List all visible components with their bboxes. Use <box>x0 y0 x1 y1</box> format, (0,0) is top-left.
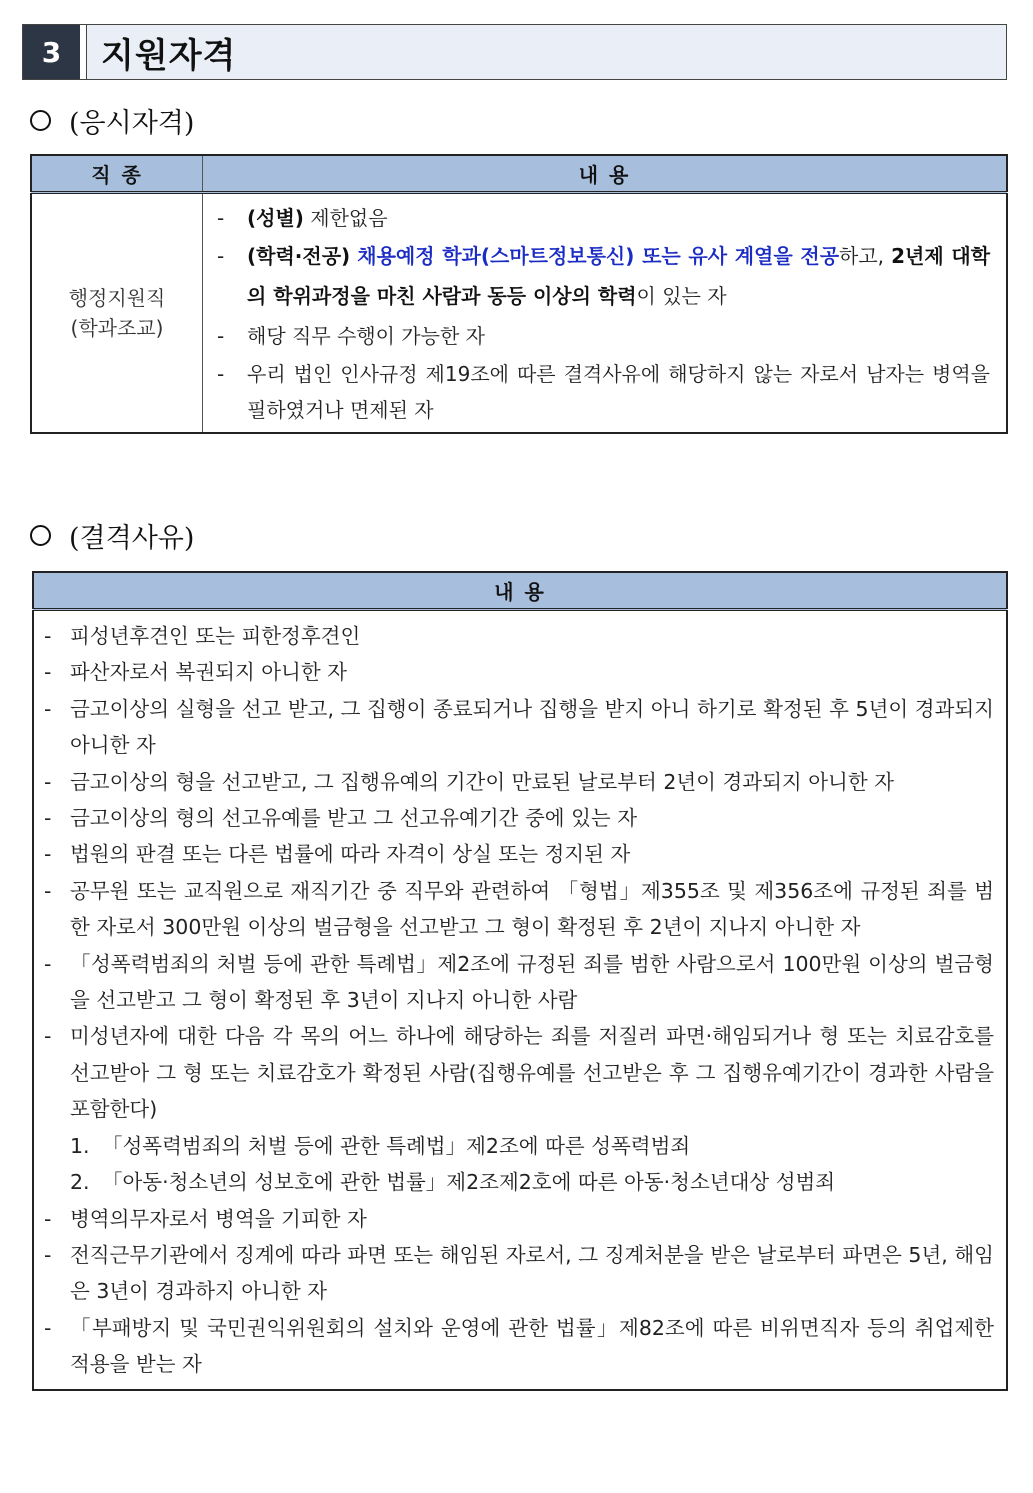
section-number: 3 <box>23 25 80 79</box>
job-type-name: 행정지원직 <box>68 286 166 310</box>
list-item <box>44 764 994 800</box>
education-level: 2년제 대학의 학위과정을 마친 사람과 동등 이상의 학력 <box>247 244 991 308</box>
item-text: 금고이상의 형을 선고받고, 그 집행유예의 기간이 만료된 날로부터 2년이 경과되지 아니한 자 <box>70 769 894 794</box>
job-type-detail: (학과조교) <box>70 316 164 340</box>
item-text: 피성년후견인 또는 피한정후견인 <box>70 624 361 648</box>
education-tail: 이 있는 자 <box>636 284 727 308</box>
sub-item-text: 「성폭력범죄의 처벌 등에 관한 특례법」제2조에 따른 성폭력범죄 <box>102 1133 691 1158</box>
list-item <box>44 946 994 1019</box>
list-item <box>44 800 994 836</box>
dash-bullet: - <box>44 1024 52 1049</box>
header-content: 내 용 <box>203 155 1008 193</box>
list-item <box>44 1018 994 1127</box>
sub-item-text: 「아동·청소년의 성보호에 관한 법률」제2조제2호에 따른 아동·청소년대상 성범죄 <box>102 1170 836 1195</box>
heading-disqualification-text: (결격사유) <box>69 523 195 554</box>
item-text: 전직근무기관에서 징계에 따라 파면 또는 해임된 자로서, 그 징계처분을 받은 날로부터 파면은 5년, 해임은 3년이 경과하지 아니한 자 <box>70 1242 994 1304</box>
item-text: 미성년자에 대한 다음 각 목의 어느 하나에 해당하는 죄를 저질러 파면·해임되거나 형 또는 치료감호를 선고받아 그 형 또는 치료감호가 확정된 사람(집행유예를 선고받은 후 그 집행유예기간이 경과한 사람을 포함한다) <box>70 1024 994 1122</box>
dash-bullet: - <box>217 206 225 230</box>
dash-bullet: - <box>44 951 52 976</box>
heading-qualification-text: (응시자격) <box>69 108 195 139</box>
list-item <box>44 691 994 764</box>
qualification-table-row <box>31 193 1007 434</box>
dash-bullet: - <box>44 624 52 648</box>
dash-bullet: - <box>44 842 52 867</box>
item-text: 파산자로서 복권되지 아니한 자 <box>70 660 347 685</box>
dash-bullet: - <box>44 1242 52 1267</box>
list-item <box>217 316 990 356</box>
section-header <box>22 24 1007 80</box>
item-text: 해당 직무 수행이 가능한 자 <box>247 324 485 348</box>
item-text: 법원의 판결 또는 다른 법률에 따라 자격이 상실 또는 정지된 자 <box>70 842 631 867</box>
qualification-table <box>30 154 1008 434</box>
circle-bullet-icon <box>30 525 51 546</box>
list-item <box>44 873 994 946</box>
item-text: 금고이상의 실형을 선고 받고, 그 집행이 종료되거나 집행을 받지 아니 하기로 확정된 후 5년이 경과되지 아니한 자 <box>70 696 994 758</box>
sub-list-item <box>44 1128 994 1164</box>
sub-list-item <box>44 1164 994 1200</box>
dash-bullet: - <box>217 244 225 268</box>
header-job-type: 직 종 <box>31 155 203 193</box>
list-item <box>217 236 990 316</box>
disqualification-table-header <box>33 572 1007 610</box>
dash-bullet: - <box>44 1315 52 1340</box>
qualification-content <box>203 193 1008 434</box>
list-item <box>44 1310 994 1383</box>
dash-bullet: - <box>44 878 52 903</box>
disqualification-table <box>32 571 1008 1391</box>
dash-bullet: - <box>44 660 52 685</box>
item-text: 병역의무자로서 병역을 기피한 자 <box>70 1206 367 1231</box>
list-item <box>44 1201 994 1237</box>
item-text: 「성폭력범죄의 처벌 등에 관한 특례법」제2조에 규정된 죄를 범한 사람으로서 100만원 이상의 벌금형을 선고받고 그 형이 확정된 후 3년이 지나지 아니한 사람 <box>70 951 994 1013</box>
sub-item-number: 1. <box>70 1133 90 1158</box>
dash-bullet: - <box>44 1206 52 1231</box>
dash-bullet: - <box>217 362 225 386</box>
circle-bullet-icon <box>30 110 51 131</box>
list-item <box>44 618 994 654</box>
job-type-cell <box>31 193 203 434</box>
dash-bullet: - <box>217 324 225 348</box>
disqualification-content <box>33 610 1007 1390</box>
header-content: 내 용 <box>33 572 1007 610</box>
education-mid: 하고, <box>839 244 892 268</box>
sub-item-number: 2. <box>70 1170 90 1195</box>
section-title-box <box>86 25 1006 79</box>
gender-value: 제한없음 <box>310 206 388 230</box>
gender-label: (성별) <box>247 206 304 230</box>
list-item <box>44 654 994 690</box>
list-item <box>217 356 990 428</box>
list-item <box>217 200 990 236</box>
heading-qualification <box>30 101 194 140</box>
item-text: 공무원 또는 교직원으로 재직기간 중 직무와 관련하여 「형법」제355조 및 제356조에 규정된 죄를 범한 자로서 300만원 이상의 벌금형을 선고받고 그 형이 확정된 후 2년이 지나지 아니한 자 <box>70 878 994 940</box>
section-title: 지원자격 <box>101 35 237 76</box>
education-label: (학력·전공) <box>247 244 351 268</box>
dash-bullet: - <box>44 769 52 794</box>
dash-bullet: - <box>44 696 52 721</box>
item-text: 「부패방지 및 국민권익위원회의 설치와 운영에 관한 법률」제82조에 따른 비위면직자 등의 취업제한 적용을 받는 자 <box>70 1315 994 1377</box>
item-text: 우리 법인 인사규정 제19조에 따른 결격사유에 해당하지 않는 자로서 남자는 병역을 필하였거나 면제된 자 <box>247 362 990 422</box>
item-text: 금고이상의 형의 선고유예를 받고 그 선고유예기간 중에 있는 자 <box>70 806 638 831</box>
education-major: 채용예정 학과(스마트정보통신) 또는 유사 계열을 전공 <box>357 244 840 268</box>
disqualification-table-row <box>33 610 1007 1390</box>
heading-disqualification <box>30 516 194 555</box>
list-item <box>44 1237 994 1310</box>
list-item <box>44 836 994 872</box>
dash-bullet: - <box>44 806 52 831</box>
qualification-table-header <box>31 155 1007 193</box>
